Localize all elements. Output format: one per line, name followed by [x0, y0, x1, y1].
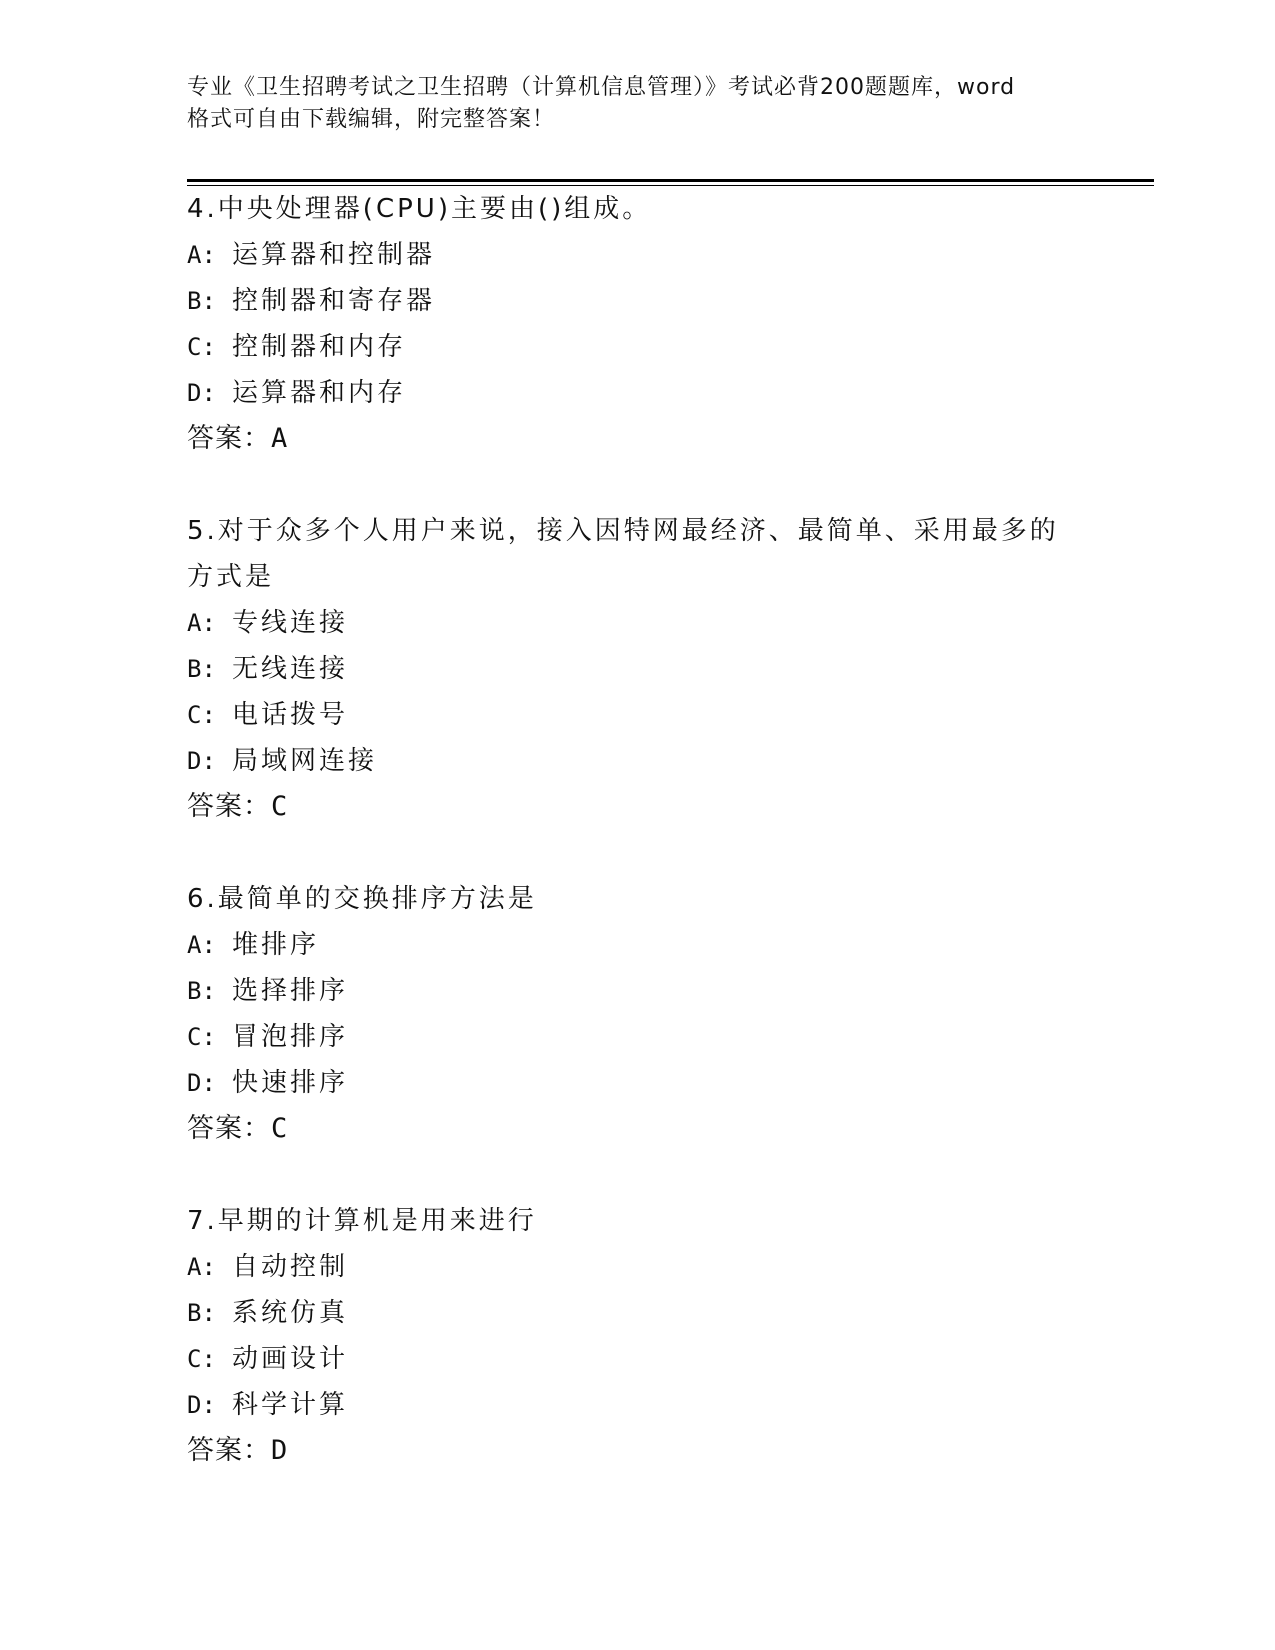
option-b	[187, 1290, 1087, 1336]
option-key: D:	[187, 747, 216, 775]
option-c	[187, 1014, 1087, 1060]
option-key: C:	[187, 1345, 216, 1373]
option-d	[187, 370, 1087, 416]
option-text: 堆排序	[232, 930, 320, 960]
option-b	[187, 968, 1087, 1014]
option-a	[187, 1244, 1087, 1290]
option-key: A:	[187, 931, 216, 959]
option-key: B:	[187, 977, 216, 1005]
option-text: 动画设计	[232, 1344, 349, 1374]
option-key: C:	[187, 701, 216, 729]
answer-label: 答案：	[187, 1435, 271, 1466]
answer-value: D	[271, 1435, 289, 1466]
option-text: 专线连接	[232, 608, 349, 638]
option-a	[187, 232, 1087, 278]
option-text: 运算器和控制器	[232, 240, 436, 270]
answer-line	[187, 1428, 1087, 1474]
answer-value: C	[271, 791, 289, 822]
option-text: 系统仿真	[232, 1298, 349, 1328]
question-stem: 6.最简单的交换排序方法是	[187, 884, 537, 914]
option-b	[187, 646, 1087, 692]
question-block	[187, 508, 1087, 830]
header-line-2: 格式可自由下载编辑，附完整答案！	[187, 107, 556, 132]
question-stem: 4.中央处理器(CPU)主要由()组成。	[187, 194, 652, 224]
option-text: 控制器和寄存器	[232, 286, 436, 316]
option-key: A:	[187, 241, 216, 269]
option-key: B:	[187, 655, 216, 683]
option-c	[187, 1336, 1087, 1382]
option-key: D:	[187, 1391, 216, 1419]
option-b	[187, 278, 1087, 324]
option-a	[187, 600, 1087, 646]
option-key: C:	[187, 333, 216, 361]
answer-label: 答案：	[187, 423, 271, 454]
answer-line	[187, 1106, 1087, 1152]
option-text: 局域网连接	[232, 746, 378, 776]
option-key: D:	[187, 1069, 216, 1097]
option-text: 无线连接	[232, 654, 349, 684]
header-divider-thick	[187, 179, 1154, 182]
option-d	[187, 1382, 1087, 1428]
answer-value: C	[271, 1113, 289, 1144]
question-block	[187, 186, 1087, 462]
option-c	[187, 324, 1087, 370]
question-block	[187, 1198, 1087, 1474]
option-text: 快速排序	[232, 1068, 349, 1098]
answer-value: A	[271, 423, 289, 454]
question-stem: 7.早期的计算机是用来进行	[187, 1206, 537, 1236]
option-a	[187, 922, 1087, 968]
question-block	[187, 876, 1087, 1152]
document-header	[187, 72, 1087, 136]
option-key: A:	[187, 1253, 216, 1281]
answer-line	[187, 416, 1087, 462]
question-list	[187, 186, 1087, 1520]
option-key: B:	[187, 1299, 216, 1327]
option-key: D:	[187, 379, 216, 407]
option-d	[187, 1060, 1087, 1106]
option-d	[187, 738, 1087, 784]
option-text: 自动控制	[232, 1252, 349, 1282]
option-text: 选择排序	[232, 976, 349, 1006]
option-c	[187, 692, 1087, 738]
question-stem-continued: 方式是	[187, 562, 275, 592]
option-key: B:	[187, 287, 216, 315]
option-key: C:	[187, 1023, 216, 1051]
option-text: 控制器和内存	[232, 332, 407, 362]
option-text: 电话拨号	[232, 700, 349, 730]
question-stem: 5.对于众多个人用户来说，接入因特网最经济、最简单、采用最多的	[187, 516, 1059, 546]
option-text: 冒泡排序	[232, 1022, 349, 1052]
option-text: 科学计算	[232, 1390, 349, 1420]
option-text: 运算器和内存	[232, 378, 407, 408]
answer-label: 答案：	[187, 1113, 271, 1144]
option-key: A:	[187, 609, 216, 637]
answer-label: 答案：	[187, 791, 271, 822]
answer-line	[187, 784, 1087, 830]
header-line-1: 专业《卫生招聘考试之卫生招聘（计算机信息管理）》考试必背200题题库，word	[187, 75, 1016, 100]
